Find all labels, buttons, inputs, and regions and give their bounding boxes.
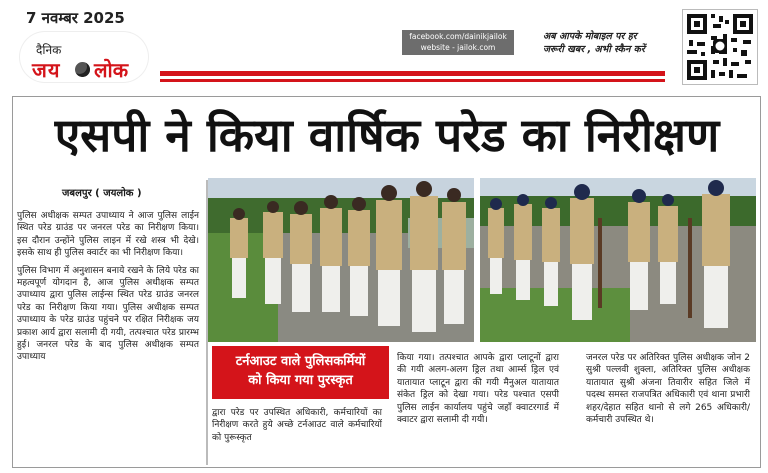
qr-code-icon[interactable] (682, 9, 758, 85)
logo-word-1: जय (32, 58, 61, 82)
logo-word-2: लोक (94, 58, 129, 82)
facebook-link[interactable]: facebook.com/dainikjailok (409, 32, 507, 41)
paragraph-2: पुलिस विभाग में अनुशासन बनाये रखने के लिये परेड का महत्वपूर्ण योगदान है, आज पुलिस अधीक्षक सम्पत उपाध्याय द्वारा पुलिस लाईन्स स्थित परेड ग्राउंड जनरल परेड का निरीक्षण किया गया। पुलिस अधीक्षक सम्पत उपाध्याय के परेड ग्राउंड पहुंचने पर रक्षित निरीक्षक जय प्रकाश आर्य द्वारा सलामी दी गयी, तत्पश्चात परेड प्रारम्भ हुई। जनरल परेड के बाद पुलिस अधीक्षक सम्पत उपाध्याय (17, 265, 199, 363)
callout-line-1: टर्नआउट वाले पुलिसकर्मियों (235, 354, 366, 369)
callout-box (212, 346, 389, 399)
text-column-4: जनरल परेड पर अतिरिक्त पुलिस अधीक्षक जोन 2 सुश्री पल्लवी शुक्ला, अतिरिक्त पुलिस अधीक्षक यातायात सुश्री अंजना तिवारीर सहित जिले में पदस्थ समस्त राजपत्रित अधिकारी एवं थाना प्रभारी शहर/देहात सहित थानो से लगे 265 अधिकारी/कर्मचारी उपस्थित थे। (586, 353, 750, 426)
social-links-box (402, 30, 514, 55)
headline: एसपी ने किया वार्षिक परेड का निरीक्षण (54, 108, 720, 162)
logo-ball-icon (75, 62, 90, 77)
website-link[interactable]: website - jailok.com (420, 43, 496, 52)
logo-small-text: दैनिक (36, 43, 62, 57)
parade-photo-1 (208, 178, 474, 342)
text-column-3: किया गया। तत्पश्चात आपके द्वारा प्लाटूनों द्वारा की गयी अलग-अलग ड्रिल तथा आर्म्स ड्रिल एवं यातायात प्लाटून द्वारा की गयी मैनुअल यातायात संकेत ड्रिल को देखा गया। परेड पश्चात एसपी पुलिस लाईन कार्यालय पहुंचे जहाँ क्वाटरगार्ड में क्वाटर द्वारा सलामी दी गयी। (397, 353, 559, 426)
callout-line-2: को किया गया पुरस्कृत (248, 373, 353, 388)
paragraph-1: पुलिस अधीक्षक सम्पत उपाध्याय ने आज पुलिस लाईन स्थित परेड ग्राउंड पर जनरल परेड का निरीक्षण किया। इस दौरान उन्होंने पुलिस लाइन में रखे शस्त्र भी देखे। इसके साथ ही पुलिस क्वार्टर का भी निरीक्षण किया। (17, 211, 199, 259)
byline: जबलपुर ( जयलोक ) (62, 188, 142, 199)
text-column-1 (17, 210, 199, 369)
text-column-2: द्वारा परेड पर उपस्थित अधिकारी, कर्मचारियों का निरीक्षण करते हुये अच्छे टर्नआउट वाले कर्मचारियों को पुरूस्कृत (212, 408, 382, 443)
promo-line-2: जरूरी खबर , अभी स्कैन करें (543, 44, 645, 55)
header-rule-thin (160, 79, 665, 82)
promo-text (543, 30, 655, 56)
header-rule-thick (160, 71, 665, 76)
edition-date: 7 नवम्बर 2025 (26, 9, 125, 27)
promo-line-1: अब आपके मोबाइल पर हर (543, 31, 637, 42)
parade-photo-2 (480, 178, 756, 342)
